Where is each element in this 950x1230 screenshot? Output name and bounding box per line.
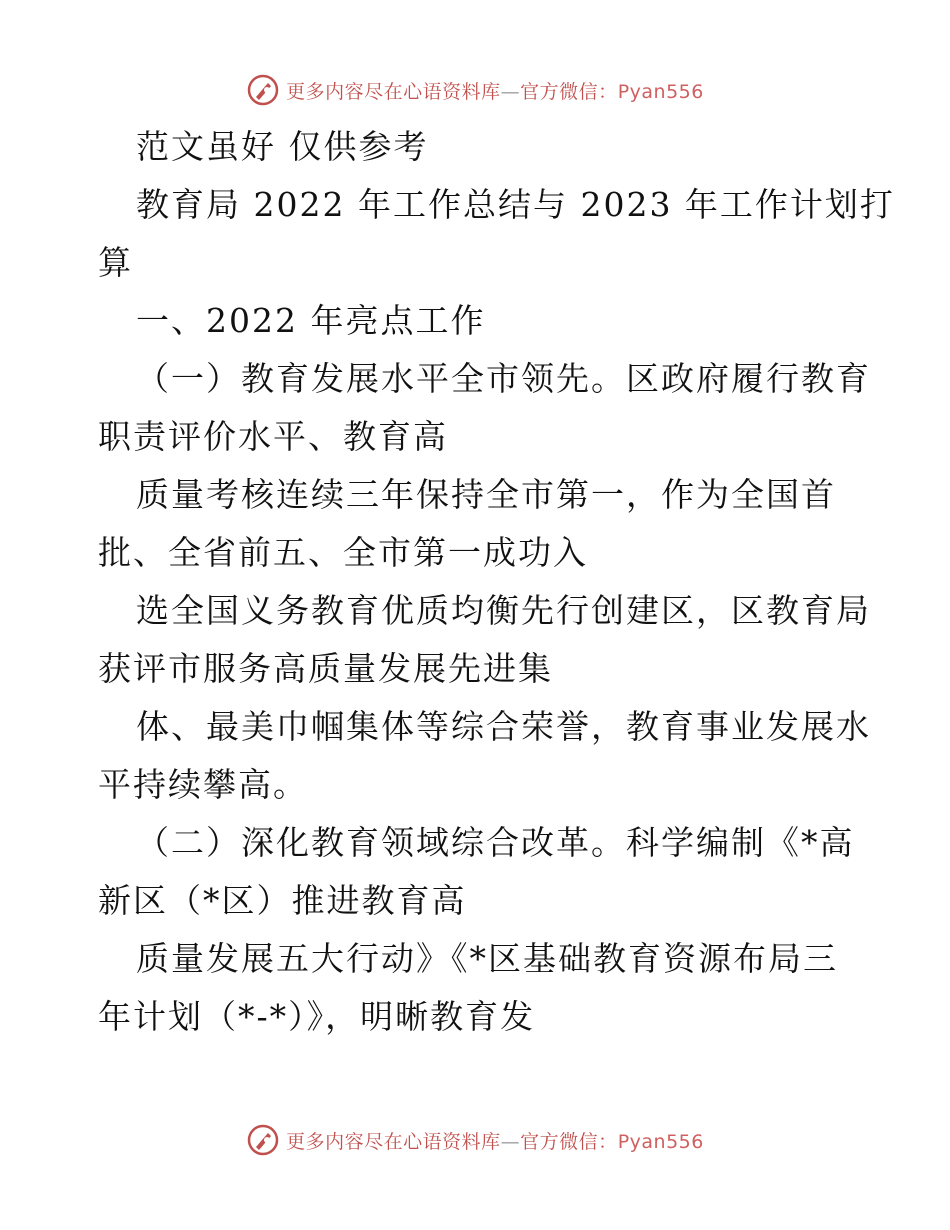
document-title: 教育局 2022 年工作总结与 2023 年工作计划打 — [136, 185, 895, 224]
text-line: 新区（*区）推进教育高 — [98, 881, 467, 920]
document-body — [98, 118, 895, 1046]
text-line: 职责评价水平、教育高 — [98, 417, 448, 456]
pen-nib-logo-icon — [246, 73, 280, 107]
text-line: 批、全省前五、全市第一成功入 — [98, 533, 588, 572]
text-line: 选全国义务教育优质均衡先行创建区，区教育局 — [136, 591, 871, 630]
text-line: 体、最美巾帼集体等综合荣誉，教育事业发展水 — [136, 707, 871, 746]
text-line: 平持续攀高。 — [98, 765, 308, 804]
footer-watermark — [0, 1120, 950, 1160]
header-watermark — [0, 70, 950, 110]
text-line: （二）深化教育领域综合改革。科学编制《*高 — [136, 823, 855, 862]
text-line: 质量发展五大行动》《*区基础教育资源布局三 — [136, 939, 838, 978]
document-title-cont: 算 — [98, 243, 133, 282]
text-line: 获评市服务高质量发展先进集 — [98, 649, 553, 688]
watermark-text: 更多内容尽在心语资料库—官方微信：Pyan556 — [286, 80, 704, 103]
pen-nib-logo-icon — [246, 1123, 280, 1157]
watermark-text: 更多内容尽在心语资料库—官方微信：Pyan556 — [286, 1130, 704, 1153]
text-line: 年计划（*-*）》，明晰教育发 — [98, 997, 536, 1036]
text-line: 质量考核连续三年保持全市第一，作为全国首 — [136, 475, 836, 514]
section-heading: 一、2022 年亮点工作 — [136, 301, 486, 340]
text-line: （一）教育发展水平全市领先。区政府履行教育 — [136, 359, 871, 398]
text-line: 范文虽好 仅供参考 — [136, 127, 429, 166]
